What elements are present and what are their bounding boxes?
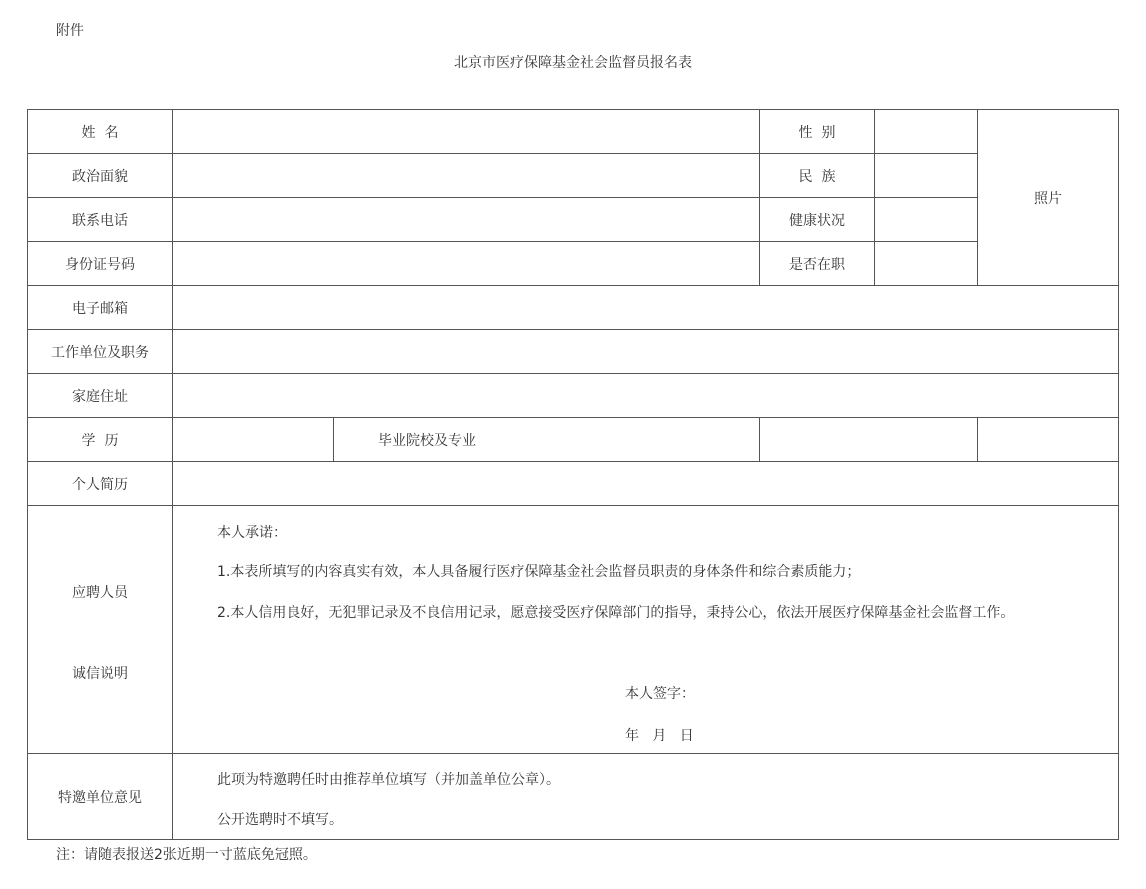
pledge-item-2: 2.本人信用良好，无犯罪记录及不良信用记录，愿意接受医疗保障部门的指导，秉持公心，依法开展医疗保障基金社会监督工作。 (217, 604, 1015, 621)
unit-opinion-cell (173, 754, 1119, 840)
signature-label: 本人签字： (625, 685, 695, 702)
ethnicity-field[interactable] (875, 154, 978, 198)
signature-date: 年 月 日 (625, 727, 694, 744)
unit-opinion-label: 特邀单位意见 (28, 754, 173, 840)
school-major-field[interactable] (978, 418, 1119, 462)
pledge-cell (173, 506, 1119, 754)
unit-opinion-line-2: 公开选聘时不填写。 (217, 811, 343, 828)
work-unit-label: 工作单位及职务 (28, 330, 173, 374)
phone-label: 联系电话 (28, 198, 173, 242)
health-label: 健康状况 (760, 198, 875, 242)
pledge-heading: 本人承诺： (217, 524, 287, 541)
health-field[interactable] (875, 198, 978, 242)
integrity-label-cell (28, 506, 173, 754)
name-label: 姓 名 (28, 110, 173, 154)
pledge-item-1: 1.本表所填写的内容真实有效，本人具备履行医疗保障基金社会监督员职责的身体条件和综合素质能力； (217, 563, 861, 580)
employed-field[interactable] (875, 242, 978, 286)
resume-label: 个人简历 (28, 462, 173, 506)
photo-cell[interactable]: 照片 (978, 110, 1119, 286)
form-title: 北京市医疗保障基金社会监督员报名表 (454, 55, 692, 71)
email-field[interactable] (173, 286, 1119, 330)
home-address-field[interactable] (173, 374, 1119, 418)
work-unit-field[interactable] (173, 330, 1119, 374)
phone-field[interactable] (173, 198, 760, 242)
education-label: 学 历 (28, 418, 173, 462)
id-number-label: 身份证号码 (28, 242, 173, 286)
integrity-label-part1: 应聘人员 (72, 584, 128, 601)
education-field[interactable] (173, 418, 334, 462)
id-number-field[interactable] (173, 242, 760, 286)
name-field[interactable] (173, 110, 760, 154)
integrity-label-part2: 诚信说明 (72, 665, 128, 682)
ethnicity-label: 民 族 (760, 154, 875, 198)
resume-field[interactable] (173, 462, 1119, 506)
school-major-label: 毕业院校及专业 (334, 418, 760, 462)
school-major-spacer (760, 418, 978, 462)
political-status-label: 政治面貌 (28, 154, 173, 198)
attachment-label: 附件 (56, 23, 84, 39)
email-label: 电子邮箱 (28, 286, 173, 330)
home-address-label: 家庭住址 (28, 374, 173, 418)
political-status-field[interactable] (173, 154, 760, 198)
unit-opinion-line-1: 此项为特邀聘任时由推荐单位填写（并加盖单位公章）。 (217, 771, 560, 788)
employed-label: 是否在职 (760, 242, 875, 286)
gender-label: 性 别 (760, 110, 875, 154)
gender-field[interactable] (875, 110, 978, 154)
footnote: 注：请随表报送2张近期一寸蓝底免冠照。 (56, 847, 317, 863)
registration-form-table (27, 109, 1119, 840)
